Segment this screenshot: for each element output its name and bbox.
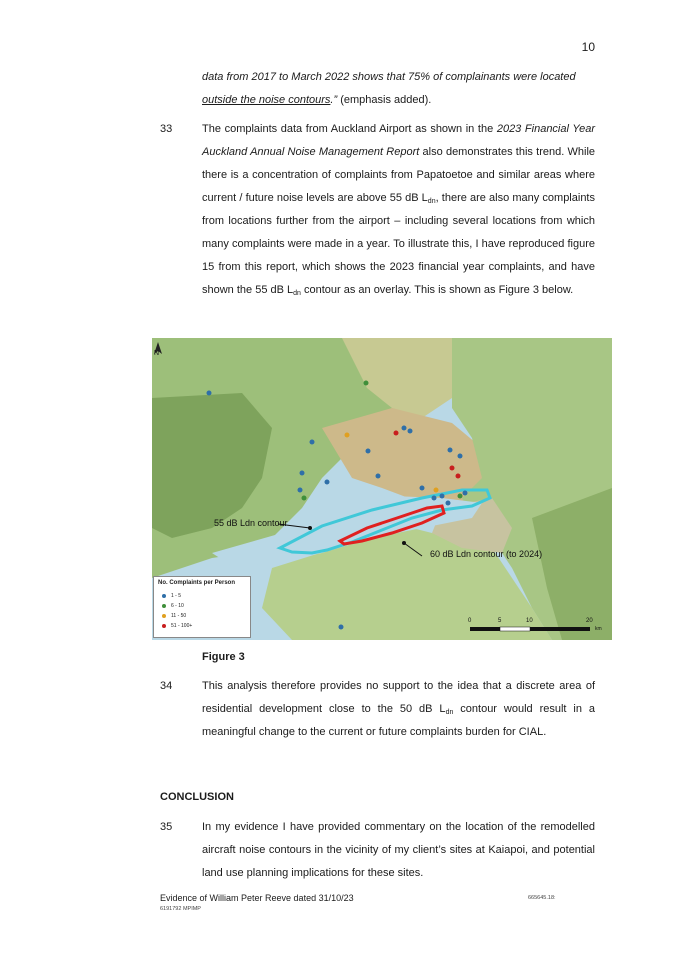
complaint-point: [298, 488, 303, 493]
complaint-point: [345, 433, 350, 438]
legend-label: 1 - 5: [171, 593, 182, 599]
complaint-point: [463, 491, 468, 496]
noise-complaints-map: [152, 338, 612, 640]
legend-dot-icon: [162, 624, 166, 628]
scale-tick: 0: [468, 618, 472, 624]
para33-text-2: also demonstrates this trend. While there is a concentration of complaints from Papatoetoe and similar areas where current / future noise levels are above 55 dB L: [202, 146, 596, 204]
complaint-point: [394, 431, 399, 436]
footer-title: Evidence of William Peter Reeve dated 31/10/23: [160, 893, 354, 903]
quote-underlined: outside the noise contours: [202, 94, 331, 106]
contour-55-label: 55 dB Ldn contour: [214, 518, 288, 528]
para34-text-2: contour would result in a meaningful change to the current or future complaints burden for CIAL.: [202, 703, 595, 738]
leader-point-60: [402, 541, 406, 545]
complaint-point: [364, 381, 369, 386]
para33-text-3: , there are also many complaints from locations further from the airport – including several locations from which many complaints were made in a year. To illustrate this, I have reproduced figure 15 from this report, which shows the 2023 financial year complaints, and have shown the 55 dB L: [202, 192, 595, 296]
para34-text-1: This analysis therefore provides no support to the idea that a discrete area of residential development close to the 50 dB L: [202, 680, 595, 715]
page-number: 10: [581, 40, 595, 54]
scale-tick: 20: [586, 618, 593, 624]
paragraph-35: [160, 816, 595, 885]
legend-label: 11 - 50: [171, 613, 187, 619]
paragraph-number: 33: [160, 123, 173, 135]
complaint-point: [300, 471, 305, 476]
complaint-point: [339, 625, 344, 630]
complaint-point: [440, 494, 445, 499]
complaint-point: [207, 391, 212, 396]
scale-bar-segment: [530, 627, 590, 631]
scale-bar-segment: [500, 627, 530, 631]
complaint-point: [434, 488, 439, 493]
complaint-point: [302, 496, 307, 501]
subscript-dn: dn: [293, 290, 301, 297]
legend-title: No. Complaints per Person: [158, 580, 236, 586]
complaint-point: [325, 480, 330, 485]
conclusion-heading: CONCLUSION: [160, 791, 234, 803]
north-label: N: [154, 350, 160, 357]
complaint-point: [376, 474, 381, 479]
para33-text-1: The complaints data from Auckland Airport as shown in the: [202, 123, 497, 135]
scale-tick: 5: [498, 618, 502, 624]
report-title: 2023 Financial Year Auckland Annual Noise Management Report: [202, 123, 595, 158]
complaint-point: [458, 494, 463, 499]
paragraph-body: [202, 675, 595, 744]
legend-label: 51 - 100+: [171, 623, 193, 629]
legend-item: [162, 593, 181, 599]
legend-item: [162, 623, 192, 629]
subscript-dn: dn: [445, 709, 454, 716]
figure-caption: Figure 3: [202, 651, 245, 663]
paragraph-body: In my evidence I have provided commentary on the location of the remodelled aircraft noise contours in the vicinity of my client’s sites at Kaiapoi, and potential land use planning implications for these sites.: [202, 821, 595, 879]
quote-closing: .”: [330, 94, 338, 106]
complaint-point: [432, 496, 437, 501]
complaint-point: [458, 454, 463, 459]
complaint-point: [448, 448, 453, 453]
paragraph-body: [202, 118, 595, 302]
complaint-point: [450, 466, 455, 471]
quote-tail: (emphasis added).: [337, 94, 432, 106]
footer-reference: 6191792 MPIMP: [160, 906, 201, 912]
complaint-point: [408, 429, 413, 434]
scale-unit: km: [595, 626, 602, 632]
complaint-point: [310, 440, 315, 445]
map-legend: [153, 576, 251, 638]
footer-document-id: 665645.18:: [528, 895, 556, 901]
legend-dot-icon: [162, 604, 166, 608]
leader-point-55: [308, 526, 312, 530]
legend-item: [162, 613, 186, 619]
para33-text-4: contour as an overlay. This is shown as Figure 3 below.: [300, 284, 574, 296]
legend-label: 6 - 10: [171, 603, 184, 609]
complaint-point: [366, 449, 371, 454]
quote-continuation: [202, 66, 595, 112]
contour-60-label: 60 dB Ldn contour (to 2024): [430, 549, 543, 559]
paragraph-number: 35: [160, 821, 173, 833]
paragraph-33: [160, 118, 595, 302]
subscript-dn: dn: [427, 198, 436, 205]
legend-dot-icon: [162, 614, 166, 618]
paragraph-number: 34: [160, 680, 173, 692]
complaint-point: [456, 474, 461, 479]
complaint-point: [446, 501, 451, 506]
scale-tick: 10: [526, 618, 533, 624]
legend-item: [162, 603, 184, 609]
paragraph-34: [160, 675, 595, 744]
legend-dot-icon: [162, 594, 166, 598]
complaint-point: [402, 426, 407, 431]
scale-bar-segment: [470, 627, 500, 631]
complaint-point: [420, 486, 425, 491]
quote-italic: data from 2017 to March 2022 shows that 75% of complainants were located: [202, 71, 576, 83]
